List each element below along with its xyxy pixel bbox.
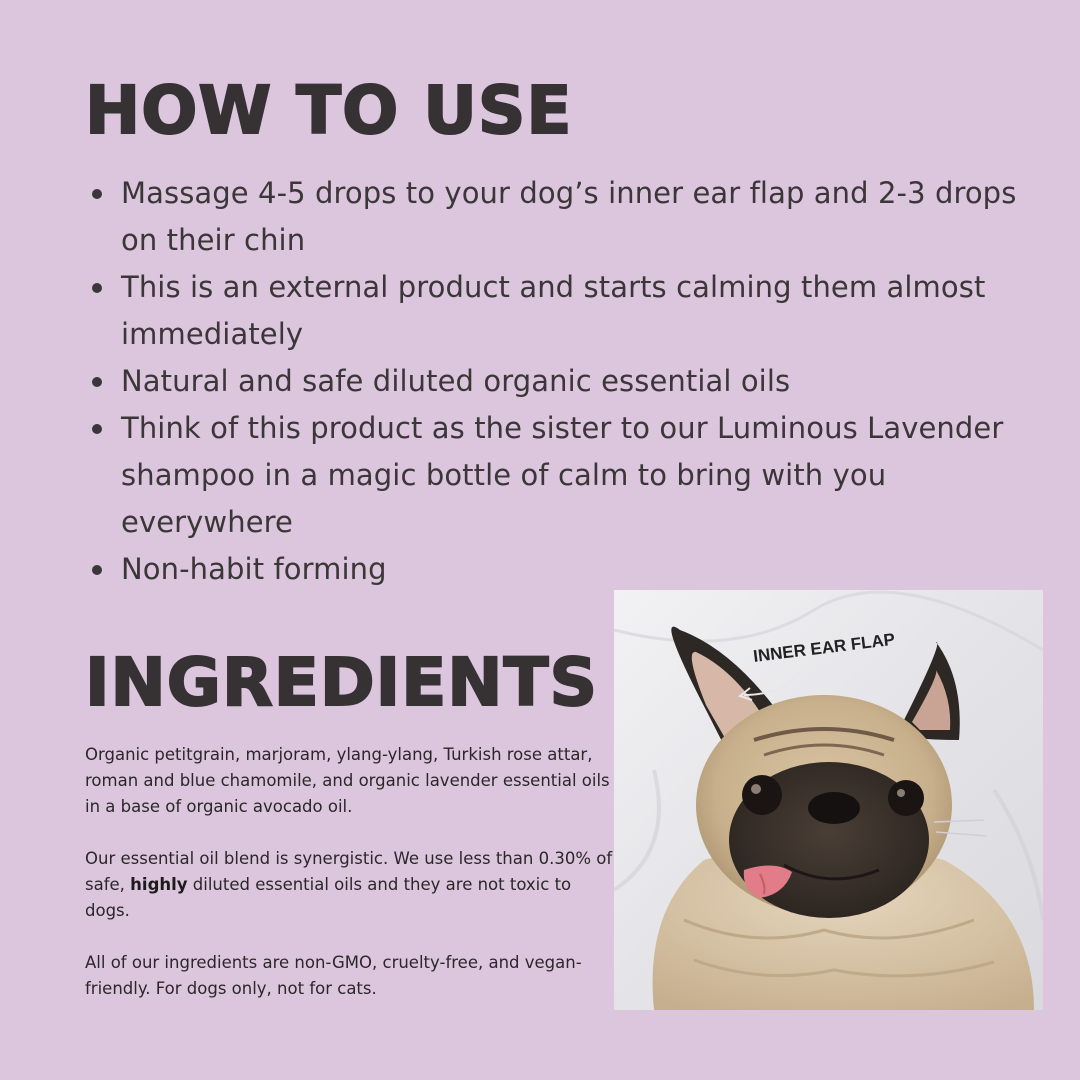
bullet-text: Think of this product as the sister to our Luminous Lavender shampoo in a magic bottle of calm to bring with you everywhere	[121, 411, 1004, 539]
list-item	[90, 264, 1040, 358]
list-item	[90, 405, 1040, 546]
bullet-icon	[92, 283, 102, 293]
pug-photo	[614, 590, 1043, 1010]
bullet-icon	[92, 377, 102, 387]
ingredients-paragraph-1: Organic petitgrain, marjoram, ylang-ylang, Turkish rose attar, roman and blue chamomile, and organic lavender essential oils in a base of organic avocado oil.	[85, 745, 610, 816]
bullet-text: Non-habit forming	[121, 552, 387, 586]
bullet-icon	[92, 189, 102, 199]
list-item	[90, 546, 1040, 593]
emphasis-text: highly	[130, 875, 188, 894]
ingredients-paragraph-3: All of our ingredients are non-GMO, cruelty-free, and vegan-friendly. For dogs only, not for cats.	[85, 953, 582, 998]
ingredients-paragraph-2: Our essential oil blend is synergistic. We use less than 0.30% of safe, highly diluted essential oils and they are not toxic to dogs.	[85, 849, 613, 920]
how-to-use-list	[90, 170, 1040, 593]
bullet-icon	[92, 424, 102, 434]
ingredients-heading: INGREDIENTS	[85, 644, 599, 721]
how-to-use-heading: HOW TO USE	[85, 72, 573, 149]
bullet-text: This is an external product and starts calming them almost immediately	[121, 270, 986, 351]
ingredients-body	[85, 742, 615, 1028]
list-item	[90, 358, 1040, 405]
list-item	[90, 170, 1040, 264]
inner-ear-flap-label: INNER EAR FLAP	[752, 629, 897, 666]
bullet-icon	[92, 565, 102, 575]
bullet-text: Natural and safe diluted organic essential oils	[121, 364, 791, 398]
bullet-text: Massage 4-5 drops to your dog’s inner ear flap and 2-3 drops on their chin	[121, 176, 1017, 257]
